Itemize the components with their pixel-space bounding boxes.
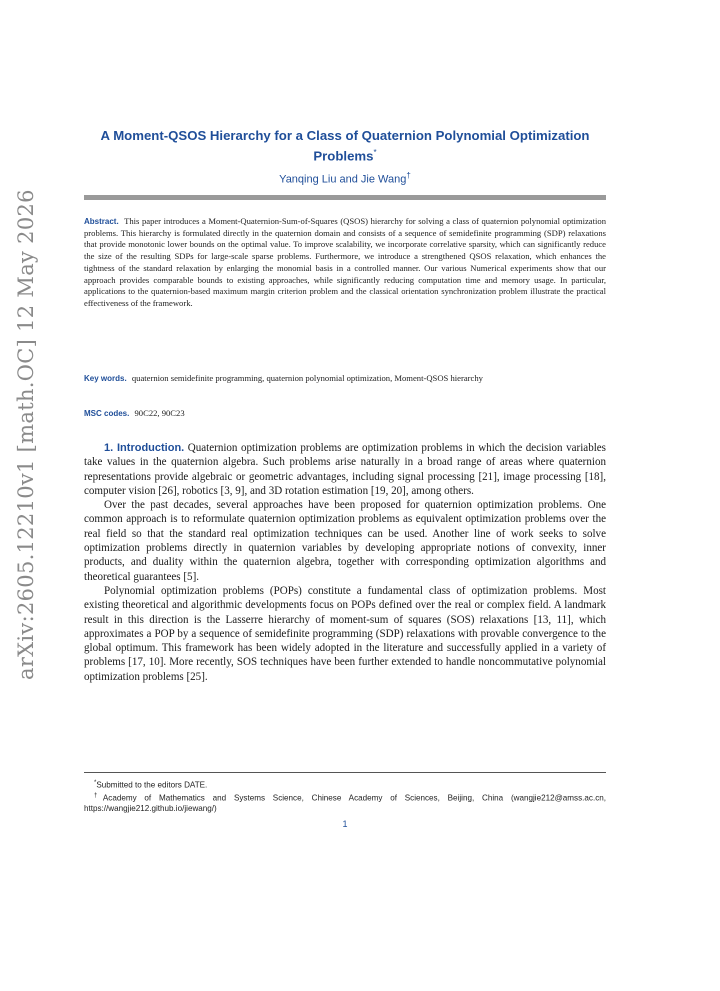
page-number: 1 [342,819,348,829]
author-line [84,171,606,186]
footnotes [84,778,606,814]
title-line-2: Problems [313,148,374,164]
author-footnote-mark: † [406,171,411,180]
arxiv-identifier: arXiv:2605.12210v1 [math.OC] 12 May 2026 [14,189,38,680]
abstract-heading: Abstract. [84,217,119,226]
paper-title [84,127,606,164]
introduction-section [84,441,606,684]
paragraph-1 [84,441,606,498]
footnote-separator [84,772,606,773]
paragraph-2: Over the past decades, several approaches have been proposed for quaternion optimization problems. One common approach is to reformulate quaternion optimization problems as equivalent optimization problems over the real field so that the standard real optimization techniques can be used. Another line of work seeks to solve optimization problems directly in quaternion variables by developing appropriate notions of convexity, inner products, and duality within the quaternion algebra, together with corresponding optimization algorithms and theoretical guarantees [5]. [84,499,606,583]
footnote-2-mark: † [94,792,103,799]
footnote-2 [84,791,606,815]
footnote-1-text: Submitted to the editors DATE. [96,780,208,790]
abstract-text: This paper introduces a Moment-Quaternion-Sum-of-Squares (QSOS) hierarchy for solving a class of quaternion polynomial optimization problems. This hierarchy is formulated directly in the quaternion domain and consists of a sequence of semidefinite programming (SDP) relaxations that provide monotonic lower bounds on the optimal value. To improve scalability, we incorporate correlative sparsity, which can significantly reduce the size of the resulting SDPs for large-scale sparse problems. Furthermore, we introduce a strengthened QSOS relaxation, which enhances the tightness of the standard relaxation by enlarging the monomial basis in a controlled manner. Our various Numerical experiments show that our approach provides comparable bounds to existing approaches, while significantly reducing computation time and memory usage. In particular, applications to the quaternion-based maximum margin criterion problem and the classical orientation synchronization problem illustrate the practical effectiveness of the framework. [84,216,606,308]
footnote-2-text: Academy of Mathematics and Systems Science, Chinese Academy of Sciences, Beijing, China (wangjie212@amss.ac.cn, https://wangjie212.github.io/jiewang/) [84,793,606,814]
title-footnote-mark: * [373,148,377,157]
footnote-1 [84,778,606,791]
paragraph-3: Polynomial optimization problems (POPs) constitute a fundamental class of optimization problems. Most existing theoretical and algorithmic developments focus on POPs defined over the real or complex field. A landmark result in this direction is the Lasserre hierarchy of moment-sum of squares (SOS) relaxations [13, 11], which approximates a POP by a sequence of semidefinite programming (SDP) relaxations with provable convergence to the global optimum. This framework has been widely adopted in the literature and successfully applied in a variety of problems [17, 10]. More recently, SOS techniques have been further extended to handle noncommutative polynomial optimization problems [25]. [84,584,606,683]
abstract [84,216,606,310]
author-names: Yanqing Liu and Jie Wang [279,173,407,186]
paragraph-1-text: Quaternion optimization problems are optimization problems in which the decision variables take values in the quaternion algebra. Such problems arise naturally in a broad range of areas where quaternion representations provide algebraic or geometric advantages, including signal processing [21], image processing [18], computer vision [26], robotics [3, 9], and 3D rotation estimation [19, 20], among others. [84,442,606,497]
keywords-heading: Key words. [84,374,127,383]
section-heading: 1. Introduction. [104,442,185,454]
title-separator [84,195,606,200]
msc-text: 90C22, 90C23 [134,408,185,418]
keywords [84,373,664,385]
footnote-1-mark: * [94,780,97,786]
msc-codes [84,408,606,420]
keywords-text: quaternion semidefinite programming, quaternion polynomial optimization, Moment-QSOS hierarchy [131,373,483,383]
msc-heading: MSC codes. [84,409,130,418]
title-line-1: A Moment-QSOS Hierarchy for a Class of Quaternion Polynomial Optimization [100,128,590,143]
